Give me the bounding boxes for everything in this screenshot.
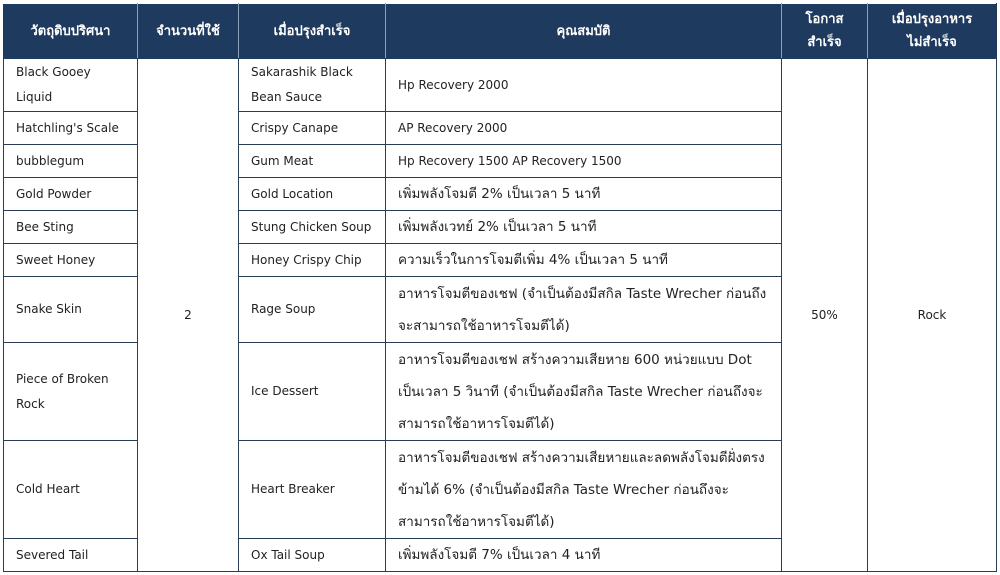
dish-cell: Stung Chicken Soup bbox=[239, 211, 386, 244]
material-cell: Black Gooey Liquid bbox=[4, 59, 138, 112]
chance-cell: 50% bbox=[782, 59, 868, 572]
dish-cell: Sakarashik Black Bean Sauce bbox=[239, 59, 386, 112]
dish-cell: Crispy Canape bbox=[239, 112, 386, 145]
dish-cell: Ice Dessert bbox=[239, 343, 386, 441]
material-cell: Cold Heart bbox=[4, 441, 138, 539]
fail-result-cell: Rock bbox=[868, 59, 997, 572]
dish-cell: Heart Breaker bbox=[239, 441, 386, 539]
material-cell: Sweet Honey bbox=[4, 244, 138, 277]
property-cell: ความเร็วในการโจมตีเพิ่ม 4% เป็นเวลา 5 นาที bbox=[386, 244, 782, 277]
property-cell: เพิ่มพลังโจมตี 7% เป็นเวลา 4 นาที bbox=[386, 539, 782, 572]
property-cell: อาหารโจมตีของเชฟ สร้างความเสียหายและลดพลังโจมตีฝั่งตรงข้ามได้ 6% (จำเป็นต้องมีสกิล Taste Wrecher ก่อนถึงจะสามารถใช้อาหารโจมตีได้) bbox=[386, 441, 782, 539]
header-fail-line2: ไม่สำเร็จ bbox=[907, 35, 957, 50]
property-cell: Hp Recovery 1500 AP Recovery 1500 bbox=[386, 145, 782, 178]
property-cell: อาหารโจมตีของเชฟ สร้างความเสียหาย 600 หน่วยแบบ Dot เป็นเวลา 5 วินาที (จำเป็นต้องมีสกิล Taste Wrecher ก่อนถึงจะสามารถใช้อาหารโจมตีได้) bbox=[386, 343, 782, 441]
recipe-table bbox=[3, 3, 997, 572]
quantity-cell: 2 bbox=[138, 59, 239, 572]
material-cell: Gold Powder bbox=[4, 178, 138, 211]
header-chance-line2: สำเร็จ bbox=[807, 35, 842, 50]
header-fail-result bbox=[868, 4, 997, 59]
property-cell: AP Recovery 2000 bbox=[386, 112, 782, 145]
material-cell: bubblegum bbox=[4, 145, 138, 178]
property-cell: อาหารโจมตีของเชฟ (จำเป็นต้องมีสกิล Taste Wrecher ก่อนถึงจะสามารถใช้อาหารโจมตีได้) bbox=[386, 277, 782, 343]
material-cell: Snake Skin bbox=[4, 277, 138, 343]
property-cell: เพิ่มพลังเวทย์ 2% เป็นเวลา 5 นาที bbox=[386, 211, 782, 244]
table-row bbox=[4, 59, 997, 112]
dish-cell: Rage Soup bbox=[239, 277, 386, 343]
material-cell: Severed Tail bbox=[4, 539, 138, 572]
material-cell: Piece of Broken Rock bbox=[4, 343, 138, 441]
header-quantity: จำนวนที่ใช้ bbox=[138, 4, 239, 59]
header-row bbox=[4, 4, 997, 59]
dish-cell: Ox Tail Soup bbox=[239, 539, 386, 572]
property-cell: เพิ่มพลังโจมตี 2% เป็นเวลา 5 นาที bbox=[386, 178, 782, 211]
property-cell: Hp Recovery 2000 bbox=[386, 59, 782, 112]
header-success-dish: เมื่อปรุงสำเร็จ bbox=[239, 4, 386, 59]
header-fail-line1: เมื่อปรุงอาหาร bbox=[891, 12, 973, 27]
dish-cell: Honey Crispy Chip bbox=[239, 244, 386, 277]
header-property: คุณสมบัติ bbox=[386, 4, 782, 59]
header-material: วัตถุดิบปริศนา bbox=[4, 4, 138, 59]
dish-cell: Gum Meat bbox=[239, 145, 386, 178]
header-chance bbox=[782, 4, 868, 59]
header-chance-line1: โอกาส bbox=[805, 12, 844, 27]
dish-cell: Gold Location bbox=[239, 178, 386, 211]
material-cell: Bee Sting bbox=[4, 211, 138, 244]
material-cell: Hatchling's Scale bbox=[4, 112, 138, 145]
